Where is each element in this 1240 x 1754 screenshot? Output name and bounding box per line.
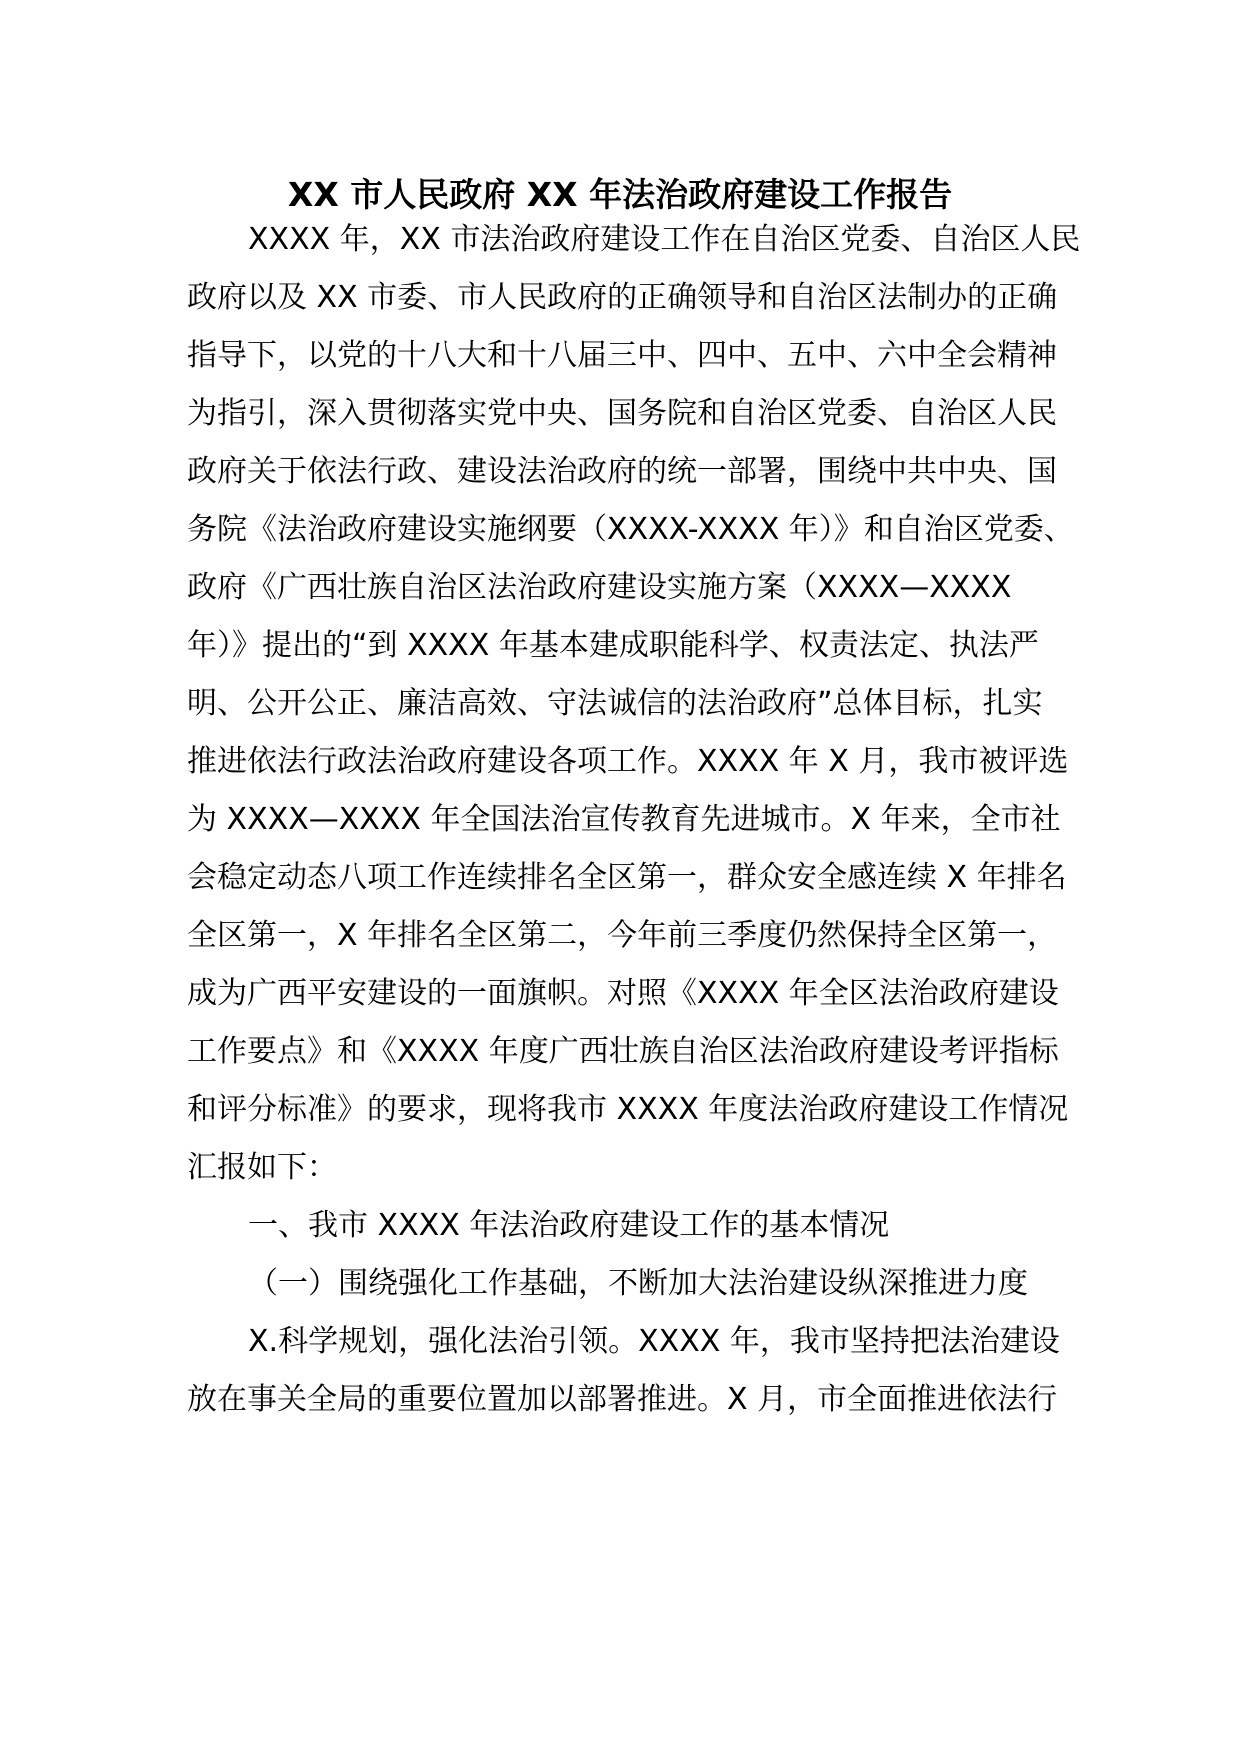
paragraph-line: 年）》提出的“到 XXXX 年基本建成职能科学、权责法定、执法严 [187, 628, 1039, 663]
paragraph-line: 工作要点》和《XXXX 年度广西壮族自治区法治政府建设考评指标 [187, 1034, 1059, 1069]
paragraph-line: 放在事关全局的重要位置加以部署推进。X 月，市全面推进依法行 [187, 1382, 1058, 1417]
paragraph-line: 指导下，以党的十八大和十八届三中、四中、五中、六中全会精神 [187, 338, 1057, 373]
paragraph-line: 务院《法治政府建设实施纲要（XXXX-XXXX 年）》和自治区党委、 [187, 512, 1074, 547]
paragraph-line: 推进依法行政法治政府建设各项工作。XXXX 年 X 月，我市被评选 [187, 744, 1069, 779]
paragraph-line: 成为广西平安建设的一面旗帜。对照《XXXX 年全区法治政府建设 [187, 976, 1059, 1011]
subsection-heading: （一）围绕强化工作基础，不断加大法治建设纵深推进力度 [248, 1266, 1028, 1301]
paragraph-line: 政府《广西壮族自治区法治政府建设实施方案（XXXX—XXXX [187, 570, 1012, 605]
paragraph-line: XXXX 年，XX 市法治政府建设工作在自治区党委、自治区人民 [248, 222, 1081, 257]
paragraph-line: 为 XXXX—XXXX 年全国法治宣传教育先进城市。X 年来，全市社 [187, 802, 1061, 837]
section-heading: 一、我市 XXXX 年法治政府建设工作的基本情况 [248, 1208, 890, 1243]
paragraph-line: 明、公开公正、廉洁高效、守法诚信的法治政府”总体目标，扎实 [187, 686, 1043, 721]
document-title: XX 市人民政府 XX 年法治政府建设工作报告 [287, 175, 953, 214]
paragraph-line: 政府以及 XX 市委、市人民政府的正确领导和自治区法制办的正确 [187, 280, 1058, 315]
paragraph-line: 和评分标准》的要求，现将我市 XXXX 年度法治政府建设工作情况 [187, 1092, 1069, 1127]
paragraph-line: 为指引，深入贯彻落实党中央、国务院和自治区党委、自治区人民 [187, 396, 1057, 431]
paragraph-line: 政府关于依法行政、建设法治政府的统一部署，围绕中共中央、国 [187, 454, 1057, 489]
paragraph-line: X.科学规划，强化法治引领。XXXX 年，我市坚持把法治建设 [248, 1324, 1060, 1359]
paragraph-line: 全区第一，X 年排名全区第二，今年前三季度仍然保持全区第一， [187, 918, 1058, 953]
paragraph-line: 汇报如下： [187, 1150, 337, 1185]
paragraph-line: 会稳定动态八项工作连续排名全区第一，群众安全感连续 X 年排名 [187, 860, 1067, 895]
